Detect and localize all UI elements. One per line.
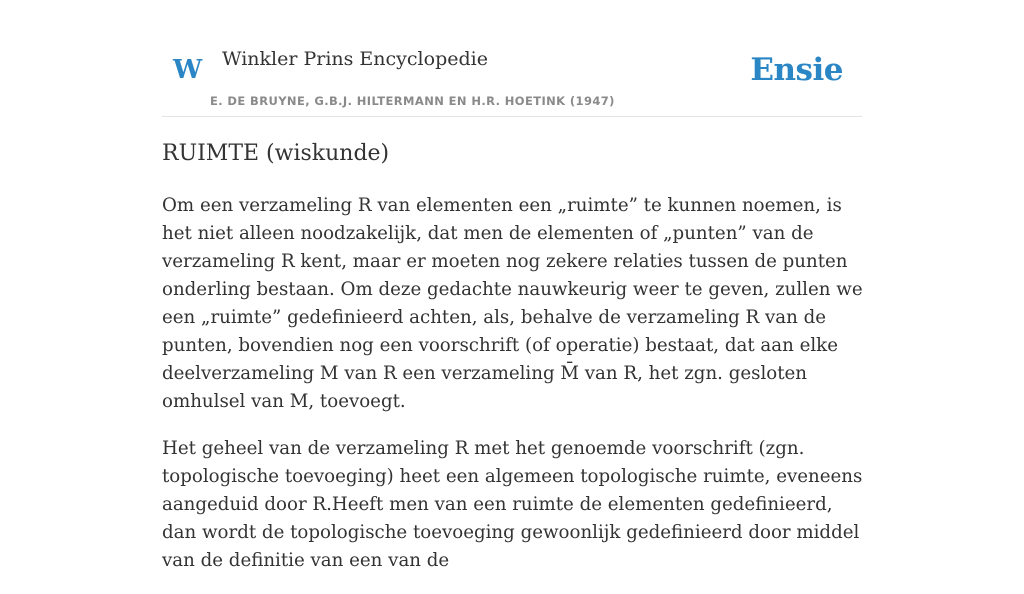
entry-title: RUIMTE (wiskunde) <box>162 141 390 166</box>
article-paragraph: Om een verzameling R van elementen een „ruimte” te kunnen noemen, is het niet alleen noodzakelijk, dat men de elementen of „punten” van de verzameling R kent, maar er moeten nog zekere relaties tussen de punten onderling bestaan. Om deze gedachte nauwkeurig weer te geven, zullen we een „ruimte” gedefinieerd achten, als, behalve de verzameling R van de punten, bovendien nog een voorschrift (of operatie) bestaat, dat aan elke deelverzameling M van R een verzameling M̄ van R, het zgn. gesloten omhulsel van M, toevoegt. <box>162 195 863 412</box>
page <box>162 0 863 571</box>
source-authors: E. DE BRUYNE, G.B.J. HILTERMANN EN H.R. HOETINK (1947) <box>210 94 615 108</box>
source-header <box>162 0 862 117</box>
source-logo-icon[interactable]: W <box>173 55 203 85</box>
source-title-link[interactable]: Winkler Prins Encyclopedie <box>222 48 488 70</box>
article-paragraph: Het geheel van de verzameling R met het genoemde voorschrift (zgn. topologische toevoeging) heet een algemeen topologische ruimte, eveneens aangeduid door R.Heeft men van een ruimte de elementen gedefinieerd, dan wordt de topologische toevoeging gewoonlijk gedefinieerd door middel van de definitie van een van de <box>162 438 863 571</box>
ensie-logo[interactable]: Ensie <box>750 52 843 88</box>
article-body <box>162 192 864 594</box>
